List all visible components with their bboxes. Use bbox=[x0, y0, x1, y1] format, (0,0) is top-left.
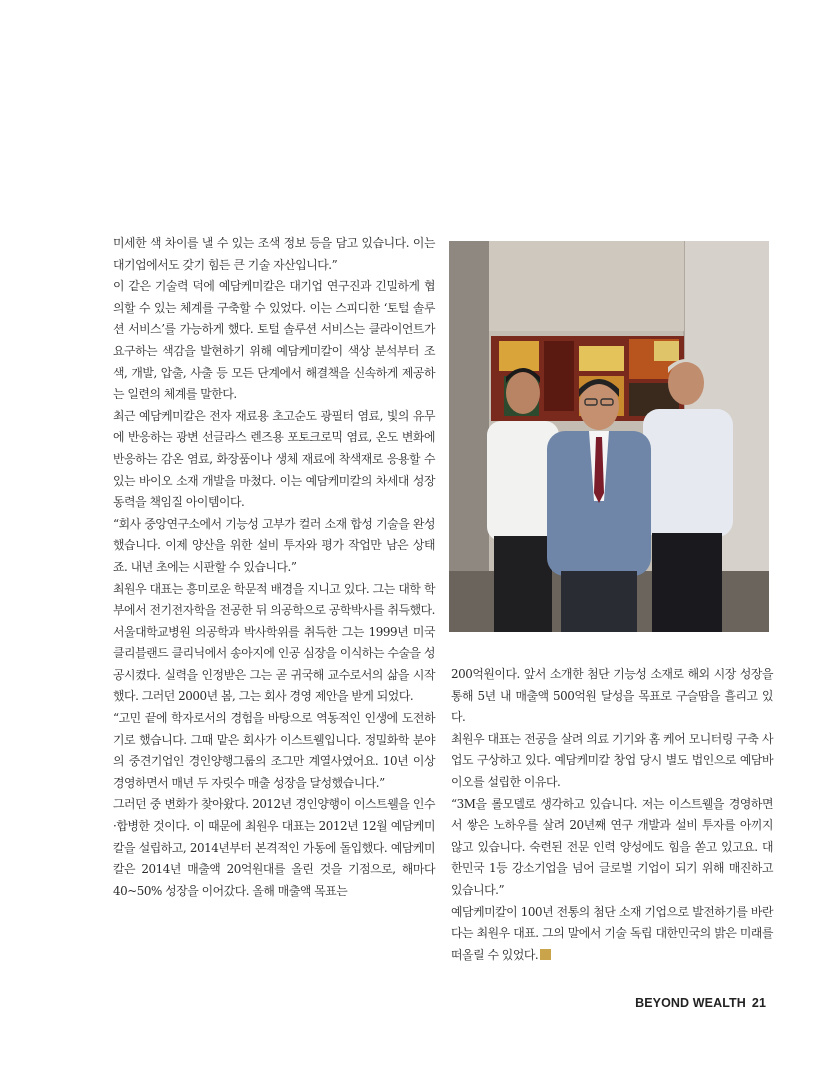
article-paragraph: 최원우 대표는 흥미로운 학문적 배경을 지니고 있다. 그는 대학 학부에서 전기전자학을 전공한 뒤 의공학으로 공학박사를 취득했다. 서울대학교병원 의공학과 박사학위를 취득한 그는 1999년 미국 클리블랜드 클리닉에서 송아지에 인공 심장을 이식하는 수술을 성공시켰다. 실력을 인정받은 그는 곧 귀국해 교수로서의 삶을 시작했다. 그러던 2000년 봄, 그는 회사 경영 제안을 받게 되었다. bbox=[113, 581, 435, 704]
article-paragraph: “회사 중앙연구소에서 기능성 고부가 컬러 소재 합성 기술을 완성했습니다. 이제 양산을 위한 설비 투자와 평가 작업만 남은 상태죠. 내년 초에는 시판할 수 있습니다.” bbox=[113, 516, 435, 574]
article-column-left bbox=[113, 233, 435, 902]
article-paragraph: 예담케미칼이 100년 전통의 첨단 소재 기업으로 발전하기를 바란다는 최원우 대표. 그의 말에서 기술 독립 대한민국의 밝은 미래를 떠올릴 수 있었다. bbox=[451, 904, 773, 962]
article-paragraph: 최근 예담케미칼은 전자 재료용 초고순도 광필터 염료, 빛의 유무에 반응하는 광변 선글라스 렌즈용 포토크로믹 염료, 온도 변화에 반응하는 감온 염료, 화장품이나 생체 재료에 착색재로 응용할 수 있는 바이오 소재 개발을 마쳤다. 이는 예담케미칼의 차세대 성장 동력을 책임질 아이템이다. bbox=[113, 408, 435, 510]
article-end-mark-icon bbox=[540, 949, 551, 960]
article-paragraph: “고민 끝에 학자로서의 경험을 바탕으로 역동적인 인생에 도전하기로 했습니다. 그때 맡은 회사가 이스트웰입니다. 정밀화학 분야의 중견기업인 경인양행그룹의 조그만 계열사였어요. 10년 이상 경영하면서 매년 두 자릿수 매출 성장을 달성했습니다.” bbox=[113, 711, 435, 790]
article-paragraph: 그러던 중 변화가 찾아왔다. 2012년 경인양행이 이스트웰을 인수·합병한 것이다. 이 때문에 최원우 대표는 2012년 12월 예담케미칼을 설립하고, 2014년부터 본격적인 가동에 돌입했다. 예담케미칼은 2014년 매출액 20억원대를 올린 것을 기점으로, 해마다 40~50% 성장을 이어갔다. 올해 매출액 목표는 bbox=[113, 797, 435, 898]
article-paragraph: 이 같은 기술력 덕에 예담케미칼은 대기업 연구진과 긴밀하게 협의할 수 있는 체계를 구축할 수 있었다. 이는 스피디한 ‘토털 솔루션 서비스’를 가능하게 했다. 토털 솔루션 서비스는 클라이언트가 요구하는 색감을 발현하기 위해 예담케미칼이 색상 분석부터 조색, 개발, 압출, 사출 등 모든 단계에서 해결책을 신속하게 제공하는 일련의 체계를 말한다. bbox=[113, 279, 435, 402]
article-column-right bbox=[451, 664, 773, 966]
magazine-name: BEYOND WEALTH bbox=[635, 996, 746, 1010]
interview-photo bbox=[449, 241, 769, 632]
article-paragraph: “3M을 롤모델로 생각하고 있습니다. 저는 이스트웰을 경영하면서 쌓은 노하우를 살려 20년째 연구 개발과 설비 투자를 아끼지 않고 있습니다. 숙련된 전문 인력 양성에도 힘을 쏟고 있고요. 대한민국 1등 강소기업을 넘어 글로벌 기업이 되기 위해 매진하고 있습니다.” bbox=[451, 796, 773, 897]
page-number: 21 bbox=[751, 996, 766, 1010]
photo-illustration bbox=[449, 241, 769, 632]
article-paragraph: 최원우 대표는 전공을 살려 의료 기기와 홈 케어 모니터링 구축 사업도 구상하고 있다. 예담케미칼 창업 당시 별도 법인으로 예담바이오를 설립한 이유다. bbox=[451, 731, 773, 789]
page-footer bbox=[635, 996, 766, 1010]
article-paragraph: 미세한 색 차이를 낼 수 있는 조색 정보 등을 담고 있습니다. 이는 대기업에서도 갖기 힘든 큰 기술 자산입니다.” bbox=[113, 236, 435, 272]
article-paragraph: 200억원이다. 앞서 소개한 첨단 기능성 소재로 해외 시장 성장을 통해 5년 내 매출액 500억원 달성을 목표로 구슬땀을 흘리고 있다. bbox=[451, 667, 773, 725]
article-paragraph-last bbox=[451, 902, 773, 967]
